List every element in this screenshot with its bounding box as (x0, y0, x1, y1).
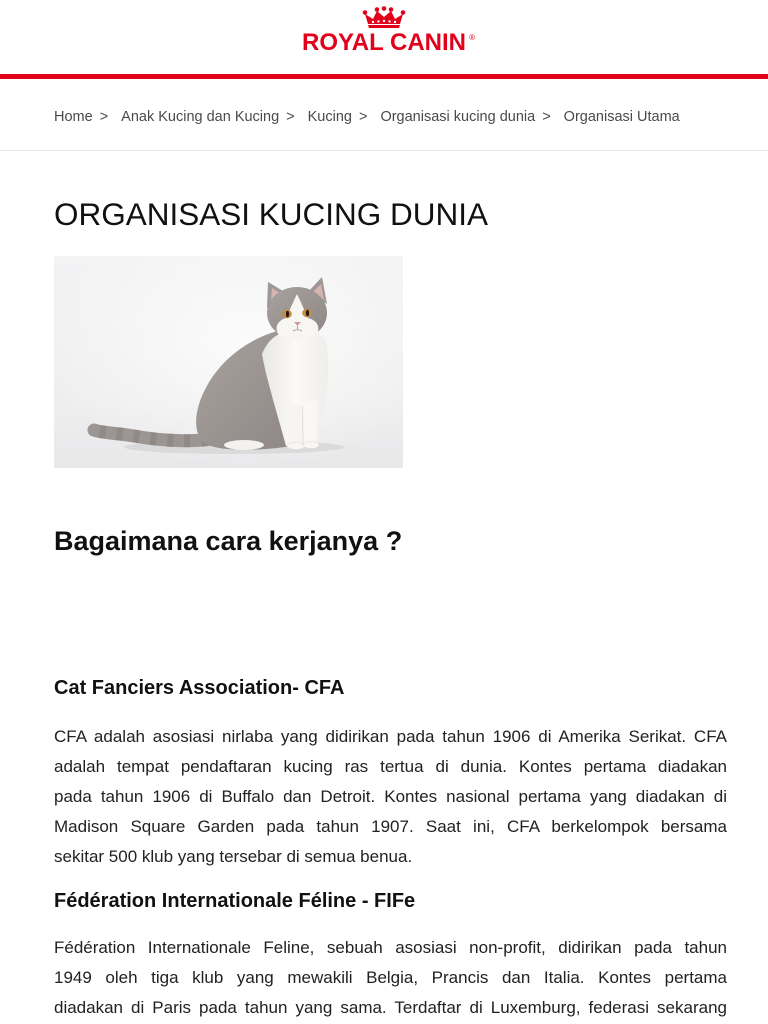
site-header (0, 0, 768, 74)
breadcrumb-anak-kucing-dan-kucing[interactable]: Anak Kucing dan Kucing (121, 109, 280, 125)
breadcrumb-organisasi-kucing-dunia[interactable]: Organisasi kucing dunia (380, 109, 536, 125)
section-body-cfa (54, 722, 727, 872)
breadcrumb-separator: > (358, 109, 368, 125)
cat-photo (54, 256, 403, 468)
paragraph-line: CFA adalah asosiasi nirlaba yang didirikan pada tahun 1906 di Amerika Serikat. CFA (54, 727, 727, 746)
brand-logo[interactable] (284, 6, 484, 55)
breadcrumb-separator: > (286, 109, 295, 125)
section-body-fife (54, 933, 727, 1023)
brand-wordmark (301, 29, 476, 56)
breadcrumb-home[interactable]: Home (54, 109, 93, 125)
brand-name: ROYAL CANIN (301, 29, 467, 56)
paragraph-line: pada tahun 1906 di Buffalo dan Detroit. Kontes nasional pertama yang diadakan di (54, 787, 727, 806)
breadcrumb-separator: > (99, 109, 109, 125)
paragraph-line: Fédération Internationale Feline, sebuah asosiasi non-profit, didirikan pada tahun (54, 938, 727, 957)
paragraph-line: adalah tempat pendaftaran kucing ras tertua di dunia. Kontes pertama diadakan (54, 757, 727, 776)
breadcrumb-kucing[interactable]: Kucing (307, 109, 352, 125)
crown-icon (361, 6, 407, 30)
header-accent-bar (0, 74, 768, 79)
paragraph-line: sekitar 500 klub yang tersebar di semua benua. (54, 847, 413, 866)
paragraph-line: Madison Square Garden pada tahun 1907. Saat ini, CFA berkelompok bersama (54, 817, 727, 836)
breadcrumb-separator: > (542, 109, 551, 125)
trademark-mark: ® (469, 33, 476, 42)
section-heading-fife: Fédération Internationale Féline - FIFe (54, 890, 416, 912)
breadcrumb (54, 104, 680, 130)
breadcrumb-current-page: Organisasi Utama (563, 109, 680, 125)
page-title: ORGANISASI KUCING DUNIA (54, 196, 489, 232)
section-heading-cfa: Cat Fanciers Association- CFA (54, 677, 345, 699)
breadcrumb-divider (0, 150, 768, 151)
section-subheading: Bagaimana cara kerjanya ? (54, 526, 403, 556)
paragraph-line: 1949 oleh tiga klub yang mewakili Belgia, Prancis dan Italia. Kontes pertama (54, 968, 727, 987)
paragraph-line: diadakan di Paris pada tahun yang sama. Terdaftar di Luxemburg, federasi sekarang (54, 998, 727, 1017)
